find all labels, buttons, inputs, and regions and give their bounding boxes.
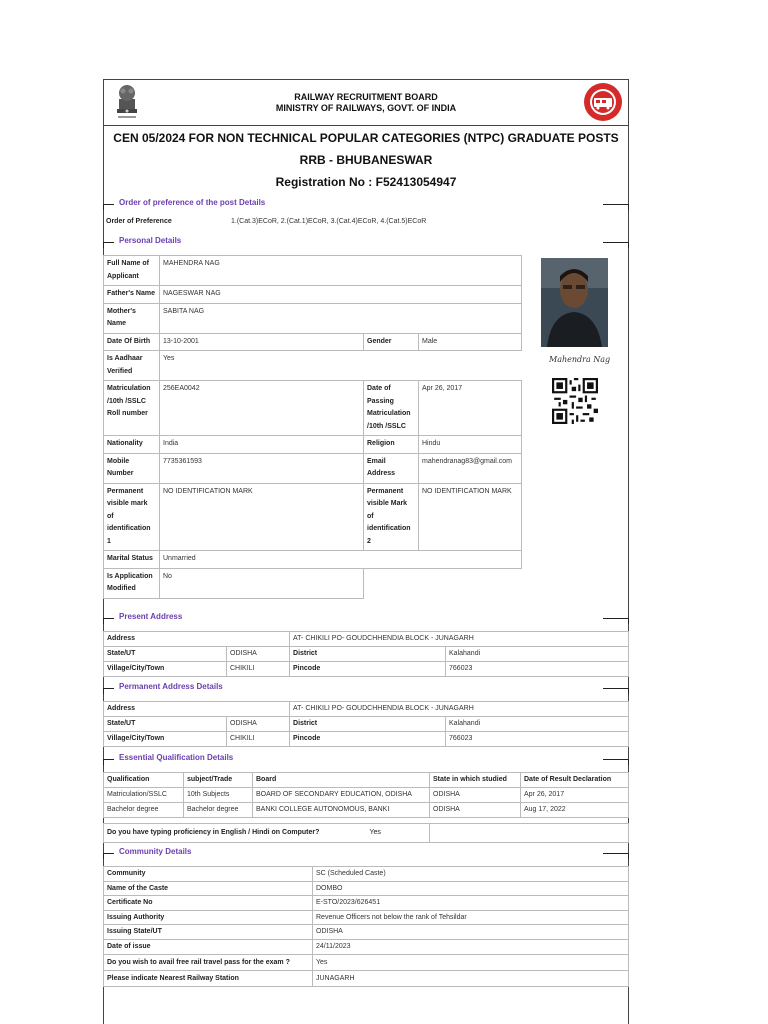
mark1-value: NO IDENTIFICATION MARK (160, 483, 364, 551)
village-label: Village/City/Town (104, 662, 227, 677)
column-header: State in which studied (430, 773, 521, 788)
table-row (104, 732, 629, 747)
table-row (104, 483, 522, 551)
personal-section-header (103, 236, 629, 248)
table-row (104, 881, 629, 896)
issuing-state-label: Issuing State/UT (104, 925, 313, 940)
state-label: State/UT (104, 717, 227, 732)
aadhaar-label: Is Aadhaar Verified (104, 351, 160, 381)
religion-label: Religion (364, 436, 419, 454)
certificate-label: Certificate No (104, 896, 313, 911)
pincode-label: Pincode (290, 662, 446, 677)
community-value: SC (Scheduled Caste) (313, 867, 629, 882)
empty-cell (430, 824, 629, 843)
preference-table (103, 214, 629, 231)
community-label: Community (104, 867, 313, 882)
applicant-photo (541, 258, 608, 347)
preference-value: 1.(Cat.3)ECoR, 2.(Cat.1)ECoR, 3.(Cat.4)ECoR, 4.(Cat.5)ECoR (231, 218, 427, 225)
aadhaar-value: Yes (160, 351, 522, 381)
issuing-state-value: ODISHA (313, 925, 629, 940)
railway-station-value: JUNAGARH (313, 970, 629, 986)
table-row (104, 632, 629, 647)
table-row (104, 803, 629, 818)
personal-table (103, 255, 522, 599)
full-name-value: MAHENDRA NAG (160, 256, 522, 286)
table-row (104, 551, 522, 569)
mother-name-value: SABITA NAG (160, 303, 522, 333)
registration-number: Registration No : F52413054947 (275, 175, 457, 189)
nationality-label: Nationality (104, 436, 160, 454)
community-table (103, 866, 629, 987)
village-value: CHIKILI (227, 732, 290, 747)
ministry-name: MINISTRY OF RAILWAYS, GOVT. OF INDIA (275, 103, 457, 113)
table-row (104, 647, 629, 662)
marital-value: Unmarried (160, 551, 522, 569)
community-section-header (103, 847, 629, 859)
village-label: Village/City/Town (104, 732, 227, 747)
table-cell: Bachelor degree (184, 803, 253, 818)
qr-code-icon (552, 378, 598, 424)
empty-cell (364, 568, 522, 598)
table-row (104, 381, 522, 436)
email-value: mahendranag83@gmail.com (419, 453, 522, 483)
table-cell: Matriculation/SSLC (104, 788, 184, 803)
notice-title: CEN 05/2024 FOR NON TECHNICAL POPULAR CATEGORIES (NTPC) GRADUATE POSTS (113, 131, 619, 145)
table-row (104, 351, 522, 381)
typing-label (104, 824, 430, 843)
qualification-table (103, 772, 629, 843)
board-name: RAILWAY RECRUITMENT BOARD (294, 92, 438, 102)
table-cell: 10th Subjects (184, 788, 253, 803)
section-title: Personal Details (119, 236, 182, 245)
gender-value: Male (419, 333, 522, 351)
table-row (104, 286, 522, 304)
authority-value: Revenue Officers not below the rank of Tehsildar (313, 910, 629, 925)
table-row (104, 925, 629, 940)
table-row (104, 939, 629, 954)
mother-name-label: Mother's Name (104, 303, 160, 333)
applicant-signature: Mahendra Nag (549, 355, 611, 364)
table-row (104, 436, 522, 454)
rail-pass-label: Do you wish to avail free rail travel pass for the exam ? (104, 954, 313, 970)
table-row (104, 867, 629, 882)
table-row (104, 453, 522, 483)
table-row (104, 788, 629, 803)
table-row (104, 954, 629, 970)
address-value: AT- CHIKILI PO- GOUDCHHENDIA BLOCK - JUNAGARH (290, 632, 629, 647)
pincode-value: 766023 (446, 732, 629, 747)
column-header: Date of Result Declaration (521, 773, 629, 788)
district-label: District (290, 647, 446, 662)
mark2-value: NO IDENTIFICATION MARK (419, 483, 522, 551)
present-address-table (103, 631, 629, 677)
mobile-value: 7735361593 (160, 453, 364, 483)
typing-label-text: Do you have typing proficiency in English / Hindi on Computer? (107, 829, 320, 836)
mark1-label: Permanent visible mark of identification 1 (104, 483, 160, 551)
table-row (104, 702, 629, 717)
caste-value: DOMBO (313, 881, 629, 896)
section-title: Essential Qualification Details (119, 753, 234, 762)
railway-station-label: Please indicate Nearest Railway Station (104, 970, 313, 986)
address-value: AT- CHIKILI PO- GOUDCHHENDIA BLOCK - JUNAGARH (290, 702, 629, 717)
modified-label: Is Application Modified (104, 568, 160, 598)
state-label: State/UT (104, 647, 227, 662)
table-row (104, 910, 629, 925)
typing-value: Yes (369, 829, 381, 836)
matric-date-value: Apr 26, 2017 (419, 381, 522, 436)
column-header: Board (253, 773, 430, 788)
dob-label: Date Of Birth (104, 333, 160, 351)
table-cell: Apr 26, 2017 (521, 788, 629, 803)
rail-pass-value: Yes (313, 954, 629, 970)
district-value: Kalahandi (446, 717, 629, 732)
table-cell: Aug 17, 2022 (521, 803, 629, 818)
state-value: ODISHA (227, 717, 290, 732)
table-cell: ODISHA (430, 788, 521, 803)
village-value: CHIKILI (227, 662, 290, 677)
table-cell: BOARD OF SECONDARY EDUCATION, ODISHA (253, 788, 430, 803)
table-cell: ODISHA (430, 803, 521, 818)
caste-label: Name of the Caste (104, 881, 313, 896)
district-label: District (290, 717, 446, 732)
address-label: Address (104, 632, 290, 647)
mark2-label: Permanent visible Mark of identification 2 (364, 483, 419, 551)
table-row (104, 662, 629, 677)
section-title: Order of preference of the post Details (119, 198, 266, 207)
religion-value: Hindu (419, 436, 522, 454)
table-row (104, 333, 522, 351)
address-label: Address (104, 702, 290, 717)
table-row (104, 568, 522, 598)
district-value: Kalahandi (446, 647, 629, 662)
modified-value: No (160, 568, 364, 598)
table-row (104, 896, 629, 911)
certificate-value: E-STO/2023/626451 (313, 896, 629, 911)
authority-label: Issuing Authority (104, 910, 313, 925)
table-row (104, 717, 629, 732)
column-header: Qualification (104, 773, 184, 788)
email-label: Email Address (364, 453, 419, 483)
rrb-title: RRB - BHUBANESWAR (299, 153, 433, 167)
permanent-address-section-header (103, 682, 629, 694)
national-emblem-icon (112, 83, 142, 121)
section-title: Present Address (119, 612, 183, 621)
table-row (104, 970, 629, 986)
matric-value: 256EA0042 (160, 381, 364, 436)
issue-date-value: 24/11/2023 (313, 939, 629, 954)
mobile-label: Mobile Number (104, 453, 160, 483)
table-row (103, 214, 629, 231)
state-value: ODISHA (227, 647, 290, 662)
column-header: subject/Trade (184, 773, 253, 788)
table-header-row (104, 773, 629, 788)
preference-section-header (103, 198, 629, 210)
matric-date-label: Date of Passing Matriculation /10th /SSLC (364, 381, 419, 436)
full-name-label: Full Name of Applicant (104, 256, 160, 286)
section-title: Community Details (119, 847, 192, 856)
pincode-value: 766023 (446, 662, 629, 677)
present-address-section-header (103, 612, 629, 624)
table-row (104, 303, 522, 333)
matric-label: Matriculation /10th /SSLC Roll number (104, 381, 160, 436)
table-row (104, 256, 522, 286)
qualification-section-header (103, 753, 629, 765)
marital-label: Marital Status (104, 551, 160, 569)
nationality-value: India (160, 436, 364, 454)
pincode-label: Pincode (290, 732, 446, 747)
issue-date-label: Date of issue (104, 939, 313, 954)
preference-label: Order of Preference (106, 218, 172, 225)
dob-value: 13-10-2001 (160, 333, 364, 351)
permanent-address-table (103, 701, 629, 747)
gender-label: Gender (364, 333, 419, 351)
father-name-value: NAGESWAR NAG (160, 286, 522, 304)
table-row (104, 824, 629, 843)
table-cell: BANKI COLLEGE AUTONOMOUS, BANKI (253, 803, 430, 818)
father-name-label: Father's Name (104, 286, 160, 304)
indian-railways-logo-icon (583, 82, 623, 122)
section-title: Permanent Address Details (119, 682, 223, 691)
header (103, 79, 629, 126)
table-cell: Bachelor degree (104, 803, 184, 818)
